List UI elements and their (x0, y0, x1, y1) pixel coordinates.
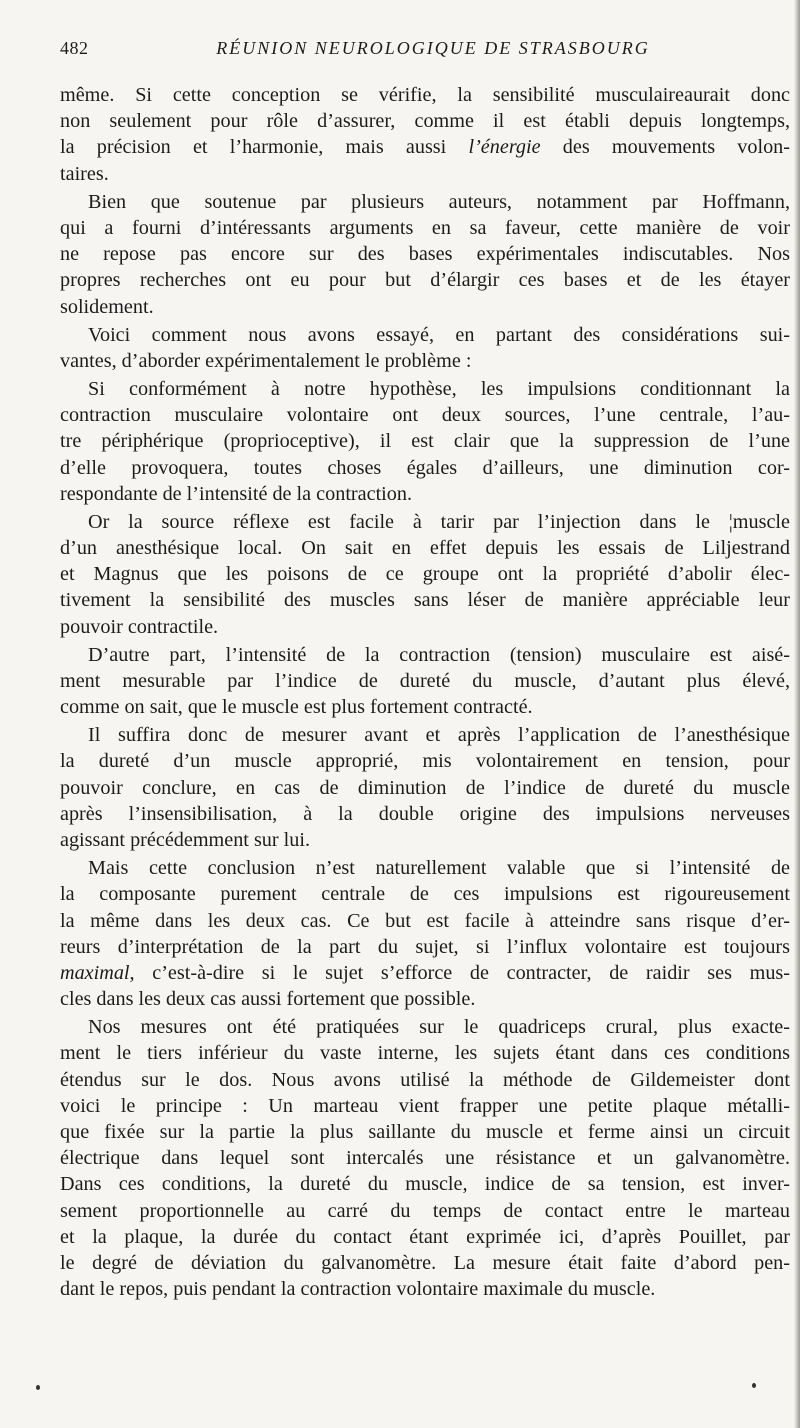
text-line: Si conformément à notre hypothèse, les impulsions conditionnant la (88, 377, 790, 400)
text-line: Nos mesures ont été pratiquées sur le quadriceps crural, plus exacte- (88, 1016, 790, 1039)
text-line: respondante de l’intensité de la contraction. (60, 482, 413, 505)
paragraph (60, 82, 790, 187)
page-number: 482 (60, 38, 89, 58)
text-segment: , c’est-à-dire si le sujet s’efforce de contracter, de raidir ses mus- (129, 961, 790, 984)
text-line (60, 960, 790, 986)
text-line: Voici comment nous avons essayé, en partant des considérations sui- (88, 323, 790, 346)
text-line: tivement la sensibilité des muscles sans léser de manière appréciable leur (60, 589, 790, 612)
text-line: que fixée sur la partie la plus saillante du muscle et ferme ainsi un circuit (60, 1121, 790, 1144)
text-line: pouvoir conclure, en cas de diminution de l’indice de dureté du muscle (60, 776, 790, 799)
text-line: vantes, d’aborder expérimentalement le problème : (60, 349, 472, 372)
body-text (60, 82, 790, 1302)
text-line: voici le principe : Un marteau vient frapper une petite plaque métalli- (60, 1094, 790, 1117)
emphasis: l’énergie (468, 136, 541, 159)
text-line: Dans ces conditions, la dureté du muscle, indice de sa tension, est inver- (60, 1173, 790, 1196)
text-line: d’un anesthésique local. On sait en effet depuis les essais de Liljestrand (60, 537, 790, 560)
text-line: reurs d’interprétation de la part du sujet, si l’influx volontaire est toujours (60, 935, 790, 958)
text-line: qui a fourni d’intéressants arguments en sa faveur, cette manière de voir (60, 216, 790, 239)
paragraph (60, 376, 790, 507)
text-line: d’elle provoquera, toutes choses égales d’ailleurs, une diminution cor- (60, 456, 790, 479)
text-segment: la précision et l’harmonie, mais aussi (60, 136, 469, 159)
text-line: après l’insensibilisation, à la double origine des impulsions nerveuses (60, 802, 790, 825)
ink-speck-left (36, 1385, 40, 1390)
text-line: la composante purement centrale de ces impulsions est rigoureusement (60, 883, 790, 906)
text-line: Il suffira donc de mesurer avant et après l’application de l’anesthésique (88, 724, 790, 747)
page (60, 38, 790, 1304)
running-head: RÉUNION NEUROLOGIQUE DE STRASBOURG (216, 38, 650, 58)
text-line: D’autre part, l’intensité de la contraction (tension) musculaire est aisé- (88, 643, 790, 666)
page-gutter-shadow (794, 0, 800, 1428)
text-segment: des mouvements volon- (540, 136, 790, 159)
text-line: et la plaque, la durée du contact étant exprimée ici, d’après Pouillet, par (60, 1225, 790, 1248)
text-line: Mais cette conclusion n’est naturellement valable que si l’intensité de (88, 857, 790, 880)
text-line: sement proportionnelle au carré du temps de contact entre le marteau (60, 1199, 790, 1222)
text-line: tre périphérique (proprioceptive), il est clair que la suppression de l’une (60, 430, 790, 453)
text-line: cles dans les deux cas aussi fortement que possible. (60, 988, 476, 1011)
text-line: ne repose pas encore sur des bases expérimentales indiscutables. Nos (60, 243, 790, 266)
page-header (60, 38, 790, 72)
text-line: taires. (60, 162, 109, 185)
text-line: le degré de déviation du galvanomètre. La mesure était faite d’abord pen- (60, 1252, 790, 1275)
paragraph (60, 1014, 790, 1302)
text-line: dant le repos, puis pendant la contraction volontaire maximale du muscle. (60, 1278, 656, 1301)
text-line: électrique dans lequel sont intercalés une résistance et un galvanomètre. (60, 1147, 790, 1170)
text-line: la même dans les deux cas. Ce but est facile à atteindre sans risque d’er- (60, 909, 790, 932)
text-line (60, 134, 790, 160)
emphasis: maximal (60, 961, 130, 984)
paragraph (60, 509, 790, 640)
text-line: non seulement pour rôle d’assurer, comme il est établi depuis longtemps, (60, 110, 790, 133)
text-line: Bien que soutenue par plusieurs auteurs, notamment par Hoffmann, (88, 190, 790, 213)
text-line: ment mesurable par l’indice de dureté du muscle, d’autant plus élevé, (60, 669, 790, 692)
paragraph (60, 189, 790, 320)
text-line: propres recherches ont eu pour but d’élargir ces bases et de les étayer (60, 269, 790, 292)
paragraph (60, 855, 790, 1012)
text-line: solidement. (60, 295, 154, 318)
text-line: pouvoir contractile. (60, 615, 219, 638)
text-line: et Magnus que les poisons de ce groupe ont la propriété d’abolir élec- (60, 563, 790, 586)
text-line: étendus sur le dos. Nous avons utilisé la méthode de Gildemeister dont (60, 1068, 790, 1091)
ink-speck-right (752, 1383, 756, 1388)
text-line: comme on sait, que le muscle est plus fortement contracté. (60, 696, 533, 719)
text-line: agissant précédemment sur lui. (60, 829, 311, 852)
text-line: même. Si cette conception se vérifie, la sensibilité musculaireaurait donc (60, 84, 790, 106)
text-line: la dureté d’un muscle approprié, mis volontairement en tension, pour (60, 750, 790, 773)
paragraph (60, 722, 790, 853)
text-line: contraction musculaire volontaire ont deux sources, l’une centrale, l’au- (60, 404, 790, 427)
text-line: ment le tiers inférieur du vaste interne, les sujets étant dans ces conditions (60, 1042, 790, 1065)
paragraph (60, 322, 790, 374)
text-line: Or la source réflexe est facile à tarir par l’injection dans le ¦muscle (88, 510, 790, 533)
paragraph (60, 642, 790, 721)
